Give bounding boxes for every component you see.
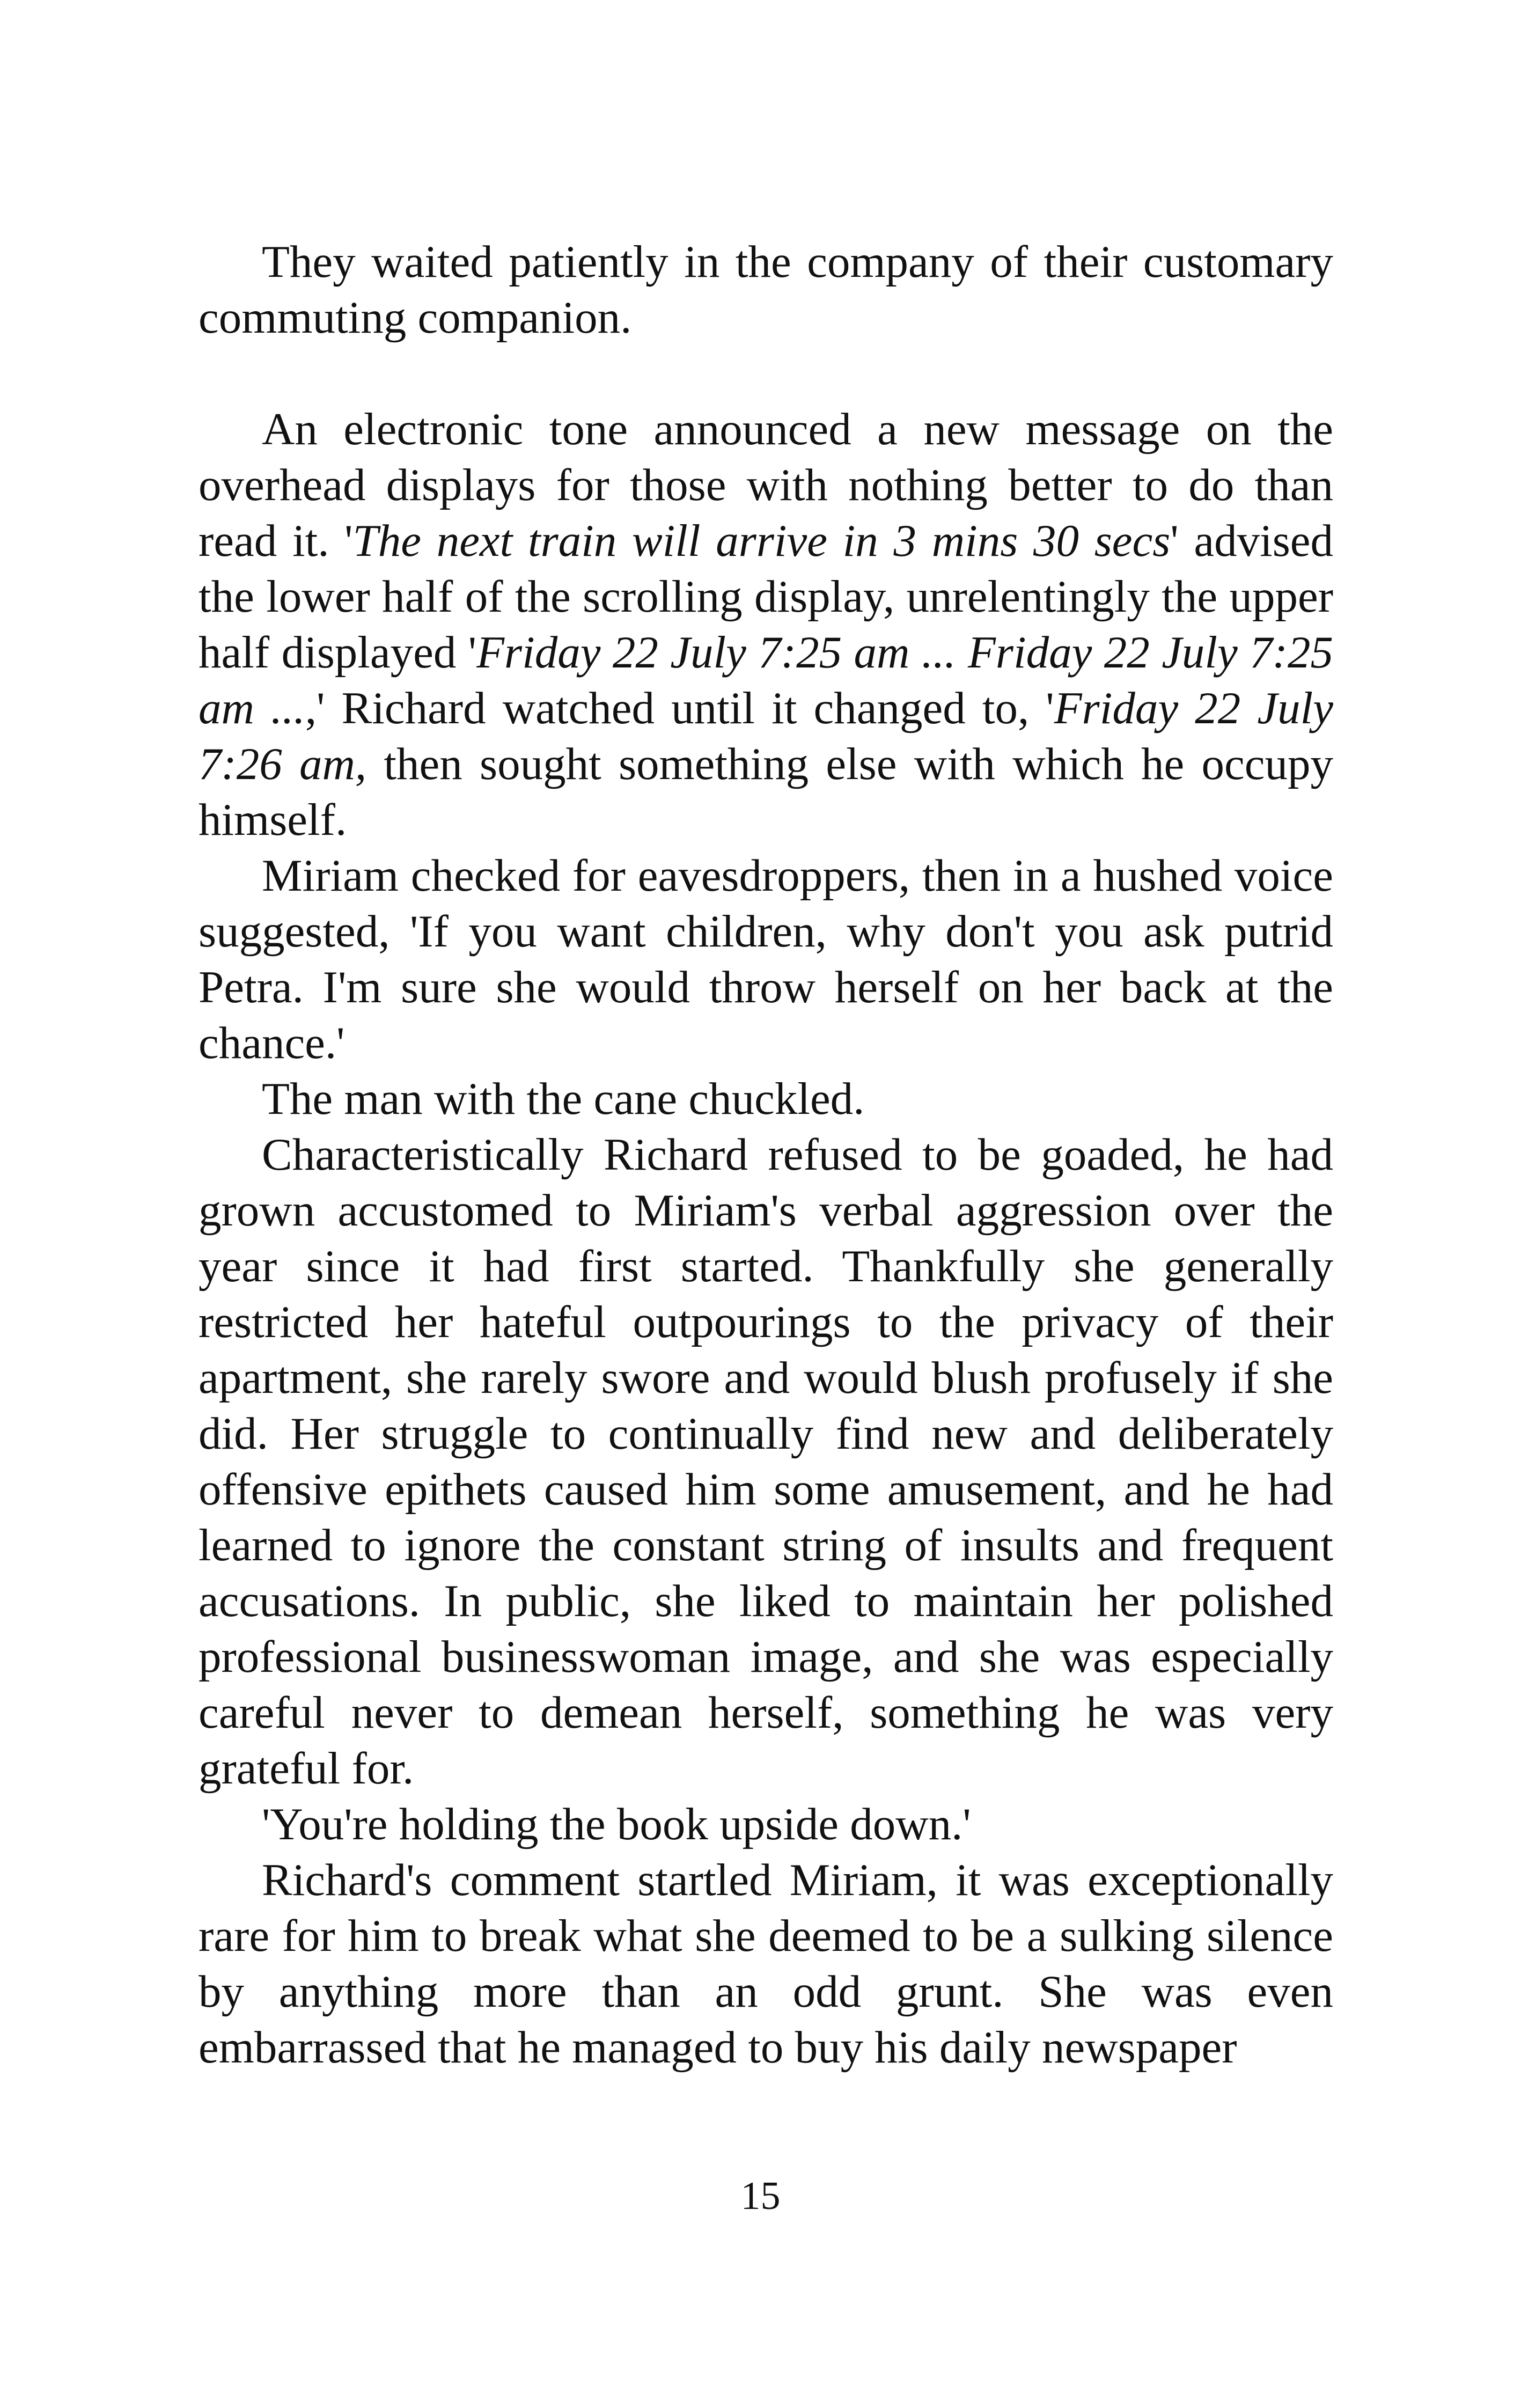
paragraph-2-text-a: An electronic tone announced a new message on the overhead displays for those with nothing better to do than read it. ': [199, 404, 1333, 566]
page-number: 15: [740, 2174, 781, 2218]
display-date-time-repeat: Friday 22 July 7:25 am ... Friday 22 July 7:25 am ...: [199, 627, 1333, 733]
paragraph-2: [199, 401, 1333, 848]
train-arrival-message: The next train will arrive in 3 mins 30 secs: [352, 516, 1171, 566]
page-body: [199, 234, 1333, 2075]
paragraph-4-text: The man with the cane chuckled.: [262, 1074, 865, 1124]
paragraph-4: [199, 1071, 1333, 1127]
paragraph-7: [199, 1852, 1333, 2075]
display-date-time-updated: Friday 22 July 7:26 am,: [199, 683, 1333, 789]
paragraph-5-text: Characteristically Richard refused to be goaded, he had grown accustomed to Miriam's verbal aggression over the year since it had first started. Thankfully she generally restricted her hateful outpourings to the privacy of their apartment, she rarely swore and would blush profusely if she did. Her struggle to continually find new and deliberately offensive epithets caused him some amusement, and he had learned to ignore the constant string of insults and frequent accusations. In public, she liked to maintain her polished professional businesswoman image, and she was especially careful never to demean herself, something he was very grateful for.: [199, 1129, 1333, 1794]
paragraph-7-text: Richard's comment startled Miriam, it was exceptionally rare for him to break what she deemed to be a sulking silence by anything more than an odd grunt. She was even embarrassed that he managed to buy his daily newspaper: [199, 1855, 1333, 2073]
paragraph-2-text-b: ' advised the lower half of the scrolling display, unrelentingly the upper half displayed ': [199, 516, 1333, 678]
paragraph-2-text-d: then sought something else with which he occupy himself.: [199, 739, 1333, 845]
paragraph-5: [199, 1127, 1333, 1796]
paragraph-6: [199, 1796, 1333, 1852]
paragraph-1: [199, 234, 1333, 346]
paragraph-6-text: 'You're holding the book upside down.': [262, 1799, 971, 1849]
paragraph-3-text: Miriam checked for eavesdroppers, then in a hushed voice suggested, 'If you want children, why don't you ask putrid Petra. I'm sure she would throw herself on her back at the chance.': [199, 850, 1333, 1068]
paragraph-3: [199, 848, 1333, 1071]
paragraph-2-text-c: ,' Richard watched until it changed to, ': [305, 683, 1054, 733]
paragraph-1-text: They waited patiently in the company of their customary commuting companion.: [199, 237, 1333, 343]
